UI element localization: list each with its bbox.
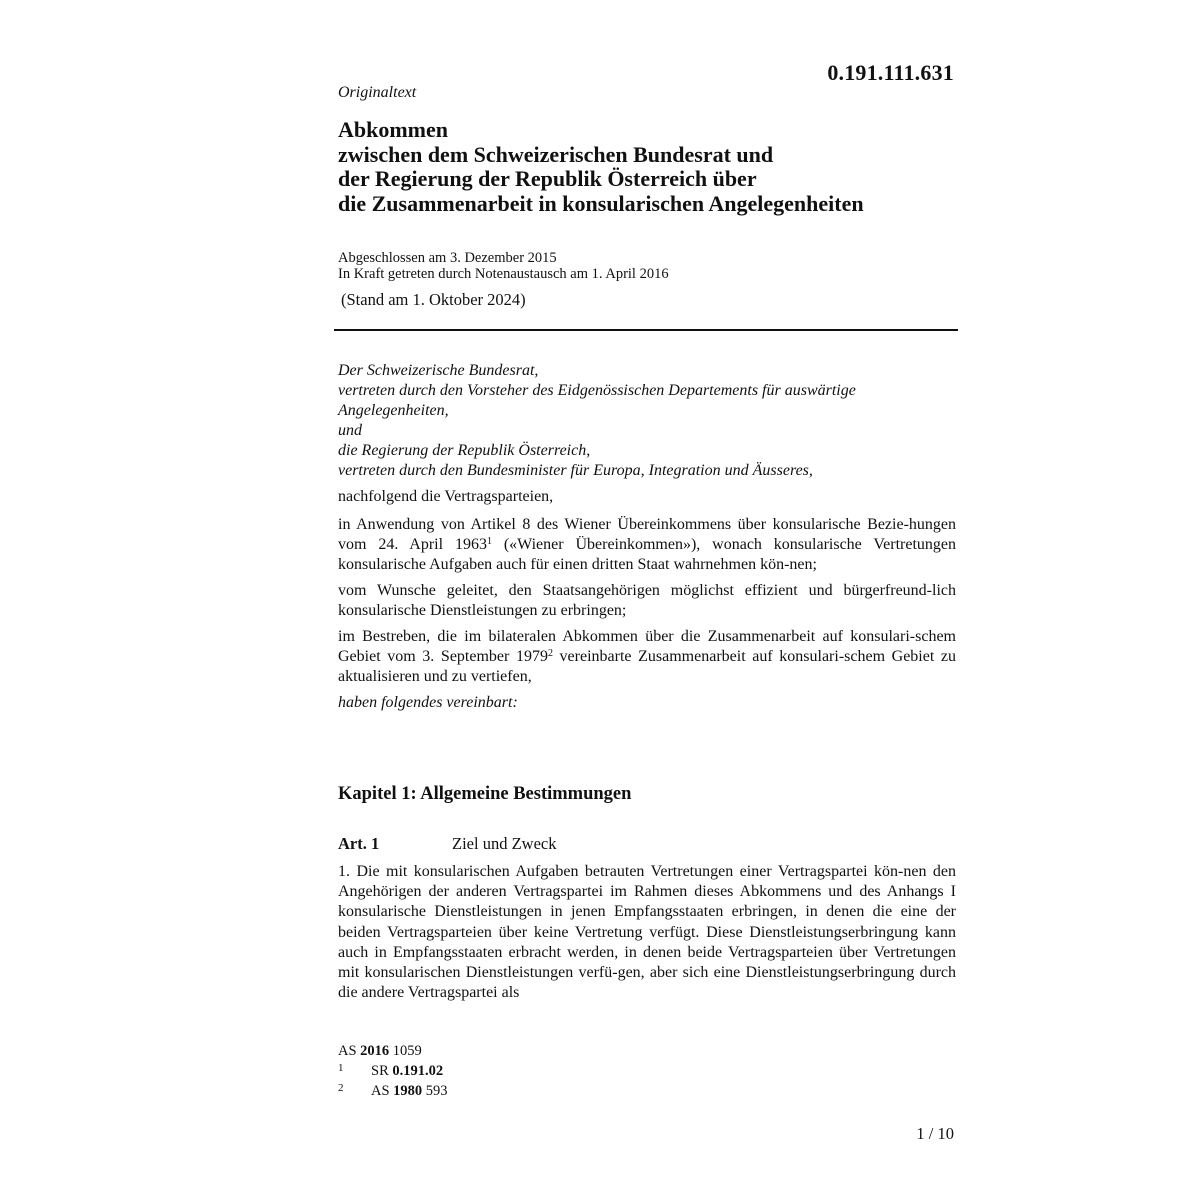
originaltext-label: Originaltext — [338, 84, 417, 101]
footnote-marker: 1 — [486, 536, 492, 547]
preamble-party-line: Der Schweizerische Bundesrat, — [338, 362, 539, 379]
header-divider — [334, 329, 958, 331]
title-line: Abkommen — [338, 117, 449, 142]
preamble-party-line: und — [338, 422, 362, 439]
sr-number: 0.191.111.631 — [827, 60, 954, 85]
as-reference: AS 2016 1059 — [338, 1043, 422, 1059]
title-line: zwischen dem Schweizerischen Bundesrat und — [338, 141, 774, 167]
title-line: die Zusammenarbeit in konsularischen Angelegenheiten — [338, 190, 864, 216]
stand-date: (Stand am 1. Oktober 2024) — [341, 290, 526, 309]
preamble — [338, 361, 956, 713]
article-number: Art. 1 — [338, 834, 380, 853]
article-paragraph: 1. Die mit konsularischen Aufgaben betrauten Vertretungen einer Vertragspartei kön-nen den Angehörigen der anderen Vertragspartei im Rahmen dieses Abkommens und des Anhangs I konsularische Dienstleistungen in jenen Empfangsstaaten erbringen, in denen die eine der beiden Vertragsparteien über keine Vertretung verfügt. Diese Dienstleistungserbringung kann auch in Empfangsstaaten erbracht werden, in denen beide Vertragsparteien über Vertretungen mit konsularischen Dienstleistungen verfü-gen, aber sich eine Dienstleistungserbringung durch die andere Vertragspartei als — [338, 863, 956, 1002]
document-title — [338, 118, 958, 216]
chapter-heading: Kapitel 1: Allgemeine Bestimmungen — [338, 784, 632, 804]
paragraph-text: in Anwendung von Artikel 8 des Wiener Übereinkommens über konsularische Bezie-hungen vom 24. April 1963 — [338, 516, 956, 553]
article-heading — [338, 834, 956, 854]
article-body — [338, 862, 956, 1003]
in-force-date: In Kraft getreten durch Notenaustausch am 1. April 2016 — [338, 266, 669, 282]
concluded-date: Abgeschlossen am 3. Dezember 2015 — [338, 250, 557, 266]
preamble-paragraph — [338, 515, 956, 575]
document-meta — [338, 250, 669, 282]
preamble-party-line: die Regierung der Republik Österreich, — [338, 442, 591, 459]
preamble-paragraph: nachfolgend die Vertragsparteien, — [338, 488, 554, 505]
paragraph-text: im Bestreben, die im bilateralen Abkommen über die Zusammenarbeit auf konsulari-schem Gebiet vom 3. September 1979 — [338, 628, 956, 665]
footnote: 2 AS 1980 593 — [338, 1082, 448, 1099]
paragraph-text: vereinbarte Zusammenarbeit auf konsulari-schem Gebiet zu aktualisieren und zu vertiefen, — [338, 648, 956, 685]
page-number: 1 / 10 — [916, 1124, 954, 1143]
preamble-paragraph — [338, 627, 956, 687]
footnote: 1 SR 0.191.02 — [338, 1062, 444, 1079]
footnotes — [338, 1043, 448, 1100]
title-line: der Regierung der Republik Österreich über — [338, 166, 757, 191]
preamble-paragraph: vom Wunsche geleitet, den Staatsangehörigen möglichst effizient und bürgerfreund-lich konsularische Dienstleistungen zu erbringen; — [338, 582, 956, 619]
article-title: Ziel und Zweck — [452, 834, 557, 853]
preamble-party-line: vertreten durch den Vorsteher des Eidgenössischen Departements für auswärtige Angelegenheiten, — [338, 382, 856, 419]
preamble-closing: haben folgendes vereinbart: — [338, 694, 518, 711]
preamble-party-line: vertreten durch den Bundesminister für Europa, Integration und Äusseres, — [338, 462, 813, 479]
paragraph-text: («Wiener Übereinkommen»), wonach konsularische Vertretungen konsularische Aufgaben auch für einen dritten Staat wahrnehmen kön-nen; — [338, 536, 956, 573]
footnote-marker: 2 — [547, 648, 553, 659]
